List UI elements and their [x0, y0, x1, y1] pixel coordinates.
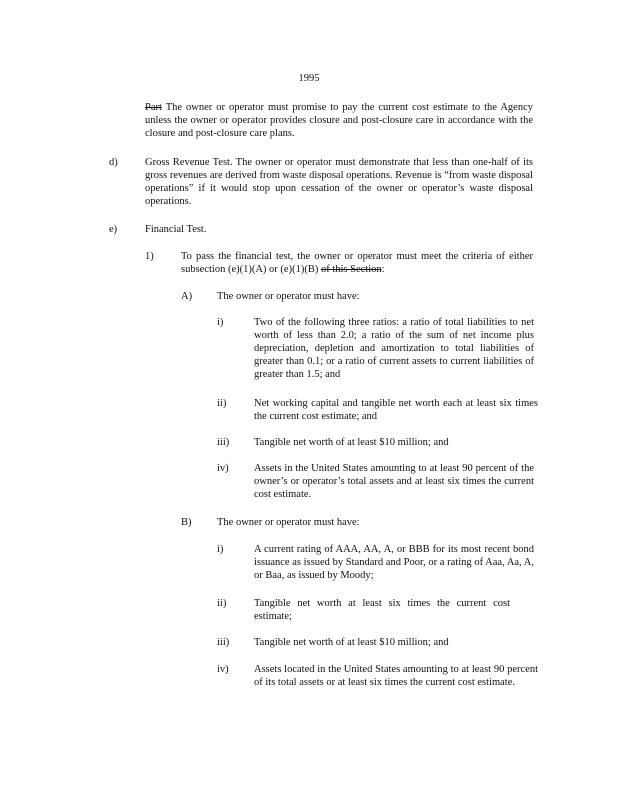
a-iii-text: Tangible net worth of at least $10 million; and — [254, 437, 449, 448]
a-iv-marker: iv) — [217, 463, 229, 474]
section-d-marker: d) — [109, 157, 118, 168]
item-1-struck: of this Section — [320, 264, 382, 275]
section-d-text: Gross Revenue Test. The owner or operator must demonstrate that less than one-half of its gross revenues are derived from waste disposal operations. Revenue is “from waste disposal operations” if it would stop upon cessation of the owner or operator’s waste disposal operations. — [145, 157, 533, 207]
b-ii-marker: ii) — [217, 598, 227, 609]
a-i-marker: i) — [217, 317, 224, 328]
intro-text: The owner or operator must promise to pay the current cost estimate to the Agency unless the owner or operator provides closure and post-closure care in accordance with the closure and post-closure care plans. — [145, 102, 533, 139]
struck-text: Part — [145, 102, 162, 113]
section-e-marker: e) — [109, 224, 118, 235]
b-i-text: A current rating of AAA, AA, A, or BBB for its most recent bond issuance as issued by Standard and Poor, or a rating of Aaa, Aa, A, or Baa, as issued by Moody; — [254, 544, 534, 581]
b-i-marker: i) — [217, 544, 224, 555]
item-1-text — [181, 250, 533, 276]
intro-paragraph — [145, 101, 533, 140]
page-number: 1995 — [298, 73, 320, 84]
b-iv-text: Assets located in the United States amounting to at least 90 percent of its total assets or at least six times the current cost estimate. — [254, 664, 538, 688]
b-iv-marker: iv) — [217, 664, 229, 675]
subsection-a-marker: A) — [181, 291, 193, 302]
item-1-end: : — [381, 264, 385, 275]
b-ii-text: Tangible net worth at least six times the current cost estimate; — [254, 598, 510, 622]
item-1-marker: 1) — [145, 251, 154, 262]
subsection-a-text: The owner or operator must have: — [217, 291, 360, 302]
a-iv-text: Assets in the United States amounting to at least 90 percent of the owner’s or operator’s total assets and at least six times the current cost estimate. — [254, 463, 534, 500]
b-iii-marker: iii) — [217, 637, 230, 648]
subsection-b-text: The owner or operator must have: — [217, 517, 360, 528]
b-iii-text: Tangible net worth of at least $10 million; and — [254, 637, 449, 648]
a-ii-marker: ii) — [217, 398, 227, 409]
item-1-body: To pass the financial test, the owner or operator must meet the criteria of either subsection (e)(1)(A) or (e)(1)(B) — [181, 251, 533, 275]
a-iii-marker: iii) — [217, 437, 230, 448]
a-ii-text: Net working capital and tangible net worth each at least six times the current cost estimate; and — [254, 398, 538, 422]
section-e-heading: Financial Test. — [145, 224, 207, 235]
a-i-text: Two of the following three ratios: a ratio of total liabilities to net worth of less than 2.0; a ratio of the sum of net income plus depreciation, depletion and amortization to total liabilities of greater than 0.1; or a ratio of current assets to current liabilities of greater than 1.5; and — [254, 317, 534, 380]
subsection-b-marker: B) — [181, 517, 192, 528]
